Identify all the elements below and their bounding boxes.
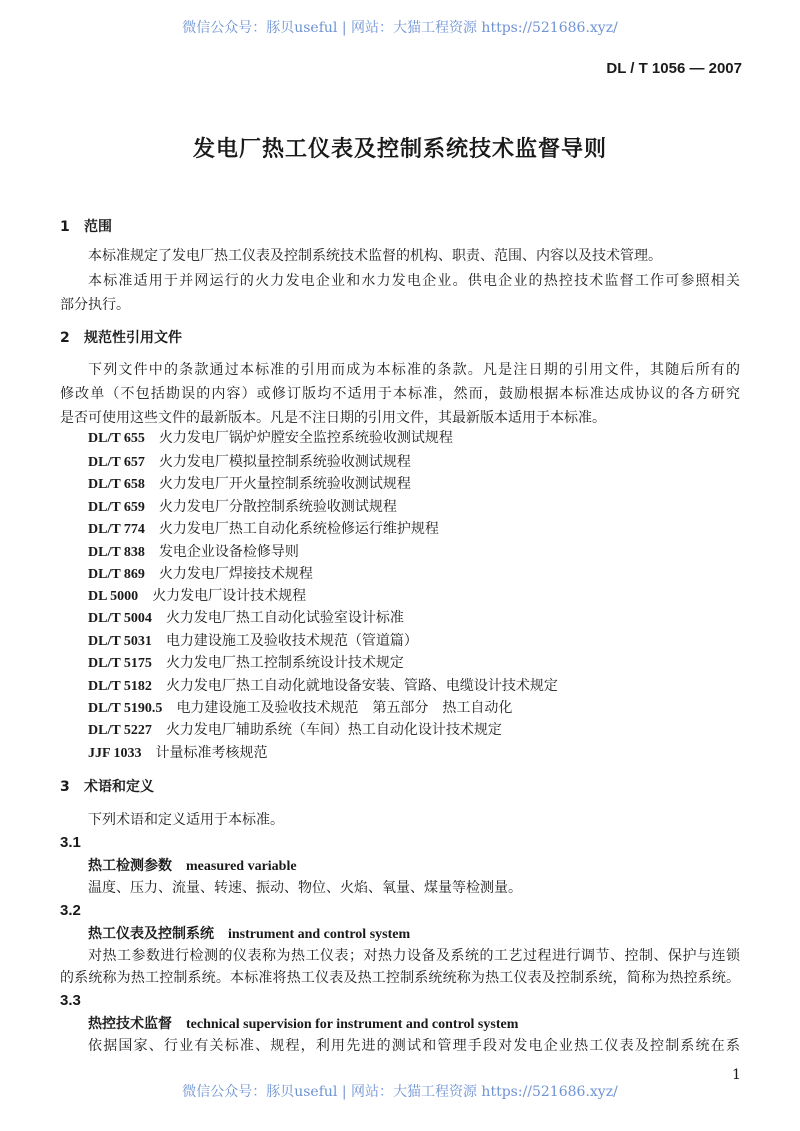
reference-title: 火力发电厂焊接技术规程 [158,566,313,582]
term-zh: 热工仪表及控制系统 [88,926,214,942]
reference-code: DL/T 5175 [88,656,152,671]
reference-item [88,452,411,473]
paragraph-line: 下列术语和定义适用于本标准。 [88,812,284,828]
reference-code: DL/T 658 [88,477,145,492]
term-definition: 的系统称为热工控制系统。本标准将热工仪表及热工控制系统统称为热工仪表及控制系统，简称为热控系统。 [60,970,740,986]
term-definition: 温度、压力、流量、转速、振动、物位、火焰、氧量、煤量等检测量。 [88,880,522,896]
reference-code: DL/T 5031 [88,634,152,649]
term-number: 3.2 [60,902,81,919]
reference-title: 电力建设施工及验收技术规范 第五部分 热工自动化 [176,700,513,716]
reference-title: 火力发电厂热工自动化就地设备安装、管路、电缆设计技术规定 [165,678,558,694]
section-1-heading [60,217,112,237]
reference-item [88,720,502,741]
reference-code: DL/T 5004 [88,611,152,626]
term-title [88,924,410,945]
reference-code: DL 5000 [88,589,139,604]
term-zh: 热控技术监督 [88,1016,172,1032]
term-number: 3.3 [60,992,81,1009]
reference-title: 火力发电厂模拟量控制系统验收测试规程 [158,454,411,470]
term-definition: 依据国家、行业有关标准、规程，利用先进的测试和管理手段对发电企业热工仪表及控制系统在系 [88,1038,740,1054]
reference-item [88,519,439,540]
section-title: 术语和定义 [84,779,154,795]
term-number: 3.1 [60,834,81,851]
paragraph-line: 下列文件中的条款通过本标准的引用而成为本标准的条款。凡是注日期的引用文件，其随后所有的 [88,362,740,378]
reference-item [88,474,411,495]
reference-item [88,586,306,607]
reference-item [88,428,453,449]
reference-item [88,676,558,697]
reference-title: 电力建设施工及验收技术规范（管道篇） [165,633,418,649]
document-title: 发电厂热工仪表及控制系统技术监督导则 [192,137,607,162]
reference-title: 火力发电厂开火量控制系统验收测试规程 [158,476,411,492]
term-en: measured variable [186,859,297,874]
term-zh: 热工检测参数 [88,858,172,874]
standard-number: DL / T 1056 — 2007 [606,60,742,77]
reference-item [88,698,512,719]
reference-code: DL/T 655 [88,431,145,446]
term-title [88,856,297,877]
reference-title: 计量标准考核规范 [155,745,268,761]
paragraph-line: 是否可使用这些文件的最新版本。凡是不注日期的引用文件，其最新版本适用于本标准。 [60,410,606,426]
reference-item [88,564,313,585]
term-en: technical supervision for instrument and control system [186,1017,519,1032]
reference-item [88,608,404,629]
section-title: 规范性引用文件 [84,330,182,346]
reference-code: DL/T 5227 [88,723,152,738]
reference-code: DL/T 659 [88,500,145,515]
reference-item [88,497,397,518]
section-number: 3 [60,779,70,795]
paragraph-line: 本标准规定了发电厂热工仪表及控制系统技术监督的机构、职责、范围、内容以及技术管理。 [88,248,662,264]
reference-title: 火力发电厂设计技术规程 [152,588,307,604]
section-number: 1 [60,219,70,235]
reference-code: JJF 1033 [88,746,142,761]
reference-title: 火力发电厂热工自动化试验室设计标准 [165,610,404,626]
reference-title: 火力发电厂辅助系统（车间）热工自动化设计技术规定 [165,722,502,738]
section-3-heading [60,777,154,797]
reference-item [88,743,268,764]
reference-title: 火力发电厂分散控制系统验收测试规程 [158,499,397,515]
section-number: 2 [60,330,70,346]
reference-code: DL/T 774 [88,522,145,537]
paragraph-line: 本标准适用于并网运行的火力发电企业和水力发电企业。供电企业的热控技术监督工作可参照相关 [88,273,740,289]
watermark-top: 微信公众号：豚贝useful | 网站：大猫工程资源 https://521686.xyz/ [182,20,618,36]
term-definition: 对热工参数进行检测的仪表称为热工仪表；对热力设备及系统的工艺过程进行调节、控制、保护与连锁 [88,948,740,964]
reference-item [88,631,418,652]
reference-code: DL/T 657 [88,455,145,470]
reference-title: 发电企业设备检修导则 [158,544,299,560]
reference-code: DL/T 5182 [88,679,152,694]
section-2-heading [60,328,182,348]
reference-item [88,653,404,674]
reference-item [88,542,299,563]
paragraph-line: 部分执行。 [60,297,130,313]
section-title: 范围 [84,219,112,235]
reference-code: DL/T 5190.5 [88,701,163,716]
term-title [88,1014,518,1035]
reference-code: DL/T 869 [88,567,145,582]
reference-title: 火力发电厂热工控制系统设计技术规定 [165,655,404,671]
reference-title: 火力发电厂锅炉炉膛安全监控系统验收测试规程 [158,430,453,446]
watermark-bottom: 微信公众号：豚贝useful | 网站：大猫工程资源 https://521686.xyz/ [182,1084,618,1100]
reference-title: 火力发电厂热工自动化系统检修运行维护规程 [158,521,439,537]
term-en: instrument and control system [228,927,411,942]
paragraph-line: 修改单（不包括勘误的内容）或修订版均不适用于本标准，然而，鼓励根据本标准达成协议的各方研究 [60,386,740,402]
page-number: 1 [732,1067,741,1083]
reference-code: DL/T 838 [88,545,145,560]
